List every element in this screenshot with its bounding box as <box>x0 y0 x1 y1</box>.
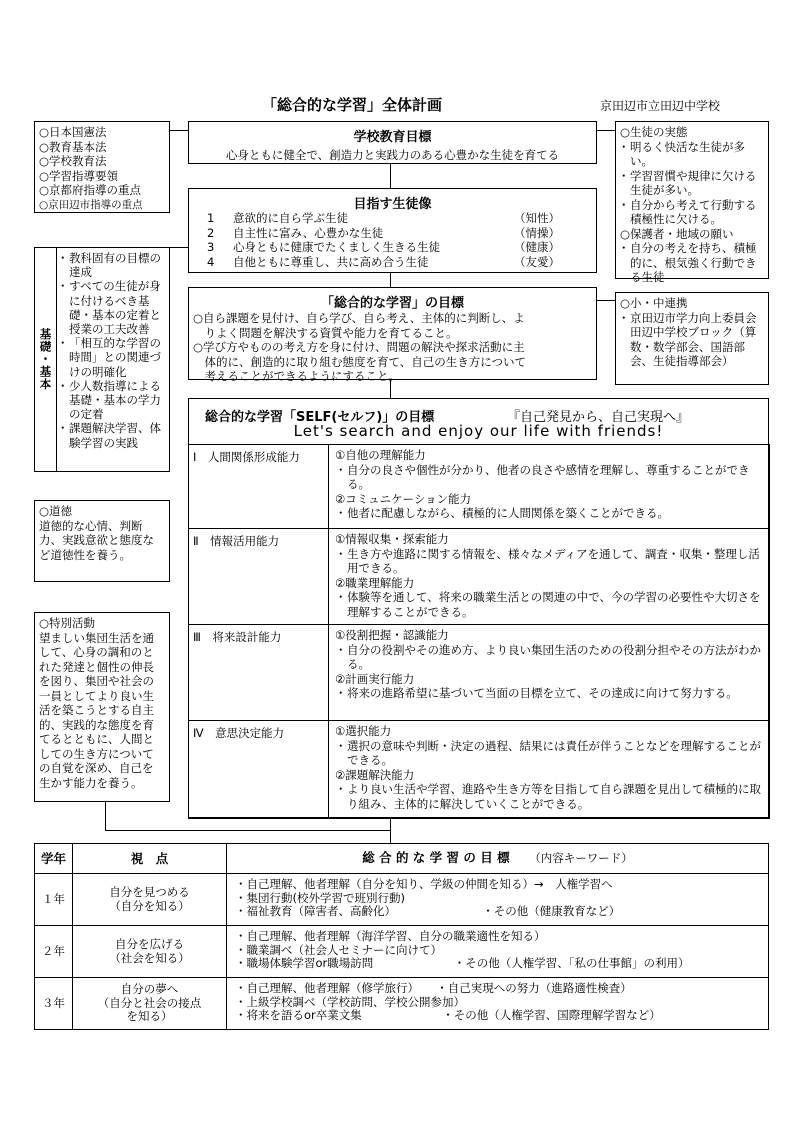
student-image-tag: （健康） <box>514 240 560 254</box>
student-state-box <box>615 121 769 284</box>
goal-line: ・将来を語るor卒業文集 ・その他（人権学習、国際理解学習など） <box>235 1008 661 1022</box>
goal-header <box>227 844 769 874</box>
goal-line: ・自己理解、他者理解（海洋学習、自分の職業適性を知る） <box>235 929 546 943</box>
ability-heading: ②課題解決能力 <box>335 767 415 782</box>
student-image-title: 目指す生徒像 <box>353 197 432 212</box>
viewpoint-line: を知る） <box>126 1009 173 1024</box>
viewpoint-header: 視 点 <box>73 844 227 874</box>
ability-desc: ・ より良い生活や学習、進路や生き方等を目指して自ら課題を見出して積極的に取り組み、主体的に解決していくことができる。 <box>337 782 763 811</box>
student-state-item: ・ 学習習慣や規律に欠ける生徒が多い。 <box>620 169 764 198</box>
parents-wish-item: ・ 自分の考えを持ち、積極的に、根気強く行動できる生徒 <box>620 241 764 285</box>
sogo-goal-line: ○学び方やものの考え方を身に付け、問題の解決や探求活動に主 <box>193 340 525 354</box>
student-image-row: 3 心身ともに健康でたくましく生きる生徒 <box>207 240 440 254</box>
school-goal-text: 心身ともに健全で、創造力と実践力のある心豊かな生徒を育てる <box>225 148 560 162</box>
student-image-tag: （知性） <box>514 211 560 225</box>
sogo-goal-line: 考えることができるようにすること。 <box>193 369 400 383</box>
ability-heading: ②職業理解能力 <box>335 575 415 590</box>
student-image-tag: （情操） <box>514 225 560 240</box>
ability-heading: ①自他の理解能力 <box>335 448 426 462</box>
ability-desc: ・ 自分の役割やその進め方、より良い集団生活のための役割分担やその方法がわかる。 <box>337 643 763 672</box>
grade-table <box>34 843 769 1030</box>
parents-wish-list <box>620 241 764 285</box>
goal-header-title: 総 合 的 な 学 習 の 目 標 <box>362 850 510 866</box>
school-name: 京田辺市立田辺中学校 <box>600 99 721 113</box>
connector-line <box>105 830 390 831</box>
ability-desc: ・ 生き方や進路に関する情報を、様々なメディアを通して、調査・収集・整理し活用できる。 <box>337 547 763 576</box>
dotoku-text: 道徳的な心情、判断力、実践意欲と態度など道徳性を養う。 <box>39 518 154 562</box>
dotoku-box <box>34 500 170 582</box>
goal-line: ・福祉教育（障害者、高齢化） ・その他（健康教育など） <box>235 904 621 918</box>
student-image-row: 1 意欲的に自ら学ぶ生徒 <box>207 211 348 225</box>
ability-heading: ①役割把握・認識能力 <box>335 628 449 642</box>
viewpoint-line: （自分と社会の接点 <box>97 995 202 1010</box>
self-goal-box <box>188 398 769 818</box>
viewpoint-line: （自分を知る） <box>109 898 190 913</box>
grade-row <box>35 926 769 978</box>
ability-content <box>329 625 770 721</box>
kiso-box <box>34 247 170 472</box>
ability-row <box>189 529 770 625</box>
goal-cell <box>227 926 769 978</box>
goal-line: ・職業調べ（社会人セミナーに向けて） <box>235 942 442 957</box>
student-image-tag: （友愛） <box>514 254 560 269</box>
renkei-box <box>615 292 769 385</box>
law-item: ○京田辺市指導の重点 <box>39 198 143 211</box>
self-goal-subtitle: 『自己発見から、自己実現へ』 <box>507 410 690 425</box>
ability-content <box>329 529 770 625</box>
ability-row <box>189 445 770 529</box>
kiso-item: ・ 少人数指導による基礎・基本の学力の定着 <box>59 379 167 422</box>
ability-name: Ⅱ 情報活用能力 <box>189 529 329 625</box>
renkei-list <box>620 311 764 369</box>
law-item: ○京都府指導の重点 <box>39 183 142 197</box>
grade-cell: ２年 <box>35 926 73 978</box>
connector-line <box>105 802 106 830</box>
self-goal-motto: Let's search and enjoy our life with friends! <box>293 422 664 440</box>
grade-header-row <box>35 844 769 874</box>
student-state-item: ・ 明るく快活な生徒が多い。 <box>620 140 764 169</box>
sogo-goal-line: りよく問題を解決する資質や能力を育てること。 <box>193 325 458 340</box>
ability-content <box>329 445 770 529</box>
law-item: ○教育基本法 <box>39 139 107 154</box>
connector-line <box>390 273 391 287</box>
kiso-item: ・ 課題解決学習、体験学習の実践 <box>59 421 167 449</box>
ability-desc: ・ 将来の進路希望に基づいて当面の目標を立て、その達成に向けて努力する。 <box>337 686 763 701</box>
ability-content <box>329 721 770 819</box>
connector-line <box>597 130 615 131</box>
tokkatsu-box <box>34 612 170 802</box>
kiso-item: ・ すべての生徒が身に付けるべき基礎・基本の定着と授業の工夫改善 <box>59 279 167 336</box>
school-goal-box <box>188 121 597 164</box>
grade-row <box>35 874 769 926</box>
kiso-label: 基礎・基本 <box>35 248 57 471</box>
goal-cell <box>227 978 769 1030</box>
sogo-goal-line: 体的に、創造的に取り組む態度を育て、自己の生き方について <box>193 354 527 369</box>
self-goal-title: 総合的な学習「SELF(セルフ)」の目標 <box>205 410 435 425</box>
ability-desc: ・ 自分の良さや個性が分かり、他者の良さや感情を理解し、尊重することができる。 <box>337 463 763 492</box>
student-image-box <box>188 188 597 273</box>
law-item: ○学校教育法 <box>39 154 107 168</box>
sogo-goal-box <box>188 287 597 383</box>
laws-box <box>34 121 170 213</box>
sogo-goal-text <box>189 311 596 384</box>
viewpoint-line: （社会を知る） <box>109 950 190 965</box>
student-state-title: ○生徒の実態 <box>620 125 688 139</box>
connector-line <box>170 130 190 131</box>
kiso-item: ・ 「相互的な学習の時間」との関連づけの明確化 <box>59 336 167 379</box>
student-image-tags <box>514 211 560 269</box>
goal-line: ・職場体験学習or職場訪問 ・その他（人権学習、「私の仕事館」の利用） <box>235 956 690 970</box>
tokkatsu-title: ○特別活動 <box>39 616 96 630</box>
ability-desc: ・ 体験等を通して、将来の職業生活との関連の中で、今の学習の必要性や大切さを理解することができる。 <box>337 590 763 619</box>
ability-heading: ①情報収集・探索能力 <box>335 532 449 546</box>
goal-header-keyword: （内容キーワード） <box>529 851 633 866</box>
kiso-item: ・ 教科固有の目標の達成 <box>59 251 167 279</box>
student-image-row: 4 自他ともに尊重し、共に高め合う生徒 <box>207 254 429 269</box>
viewpoint-cell <box>73 874 227 926</box>
dotoku-title: ○道徳 <box>39 504 73 518</box>
ability-heading: ②計画実行能力 <box>335 671 415 686</box>
grade-cell: ３年 <box>35 978 73 1030</box>
goal-line: ・自己理解、他者理解（自分を知り、学級の仲間を知る）→ 人権学習へ <box>235 877 613 891</box>
sogo-goal-line: ○自ら課題を見付け、自ら学び、自ら考え、主体的に判断し、よ <box>193 311 525 325</box>
parents-wish-title: ○保護者・地域の願い <box>620 226 734 241</box>
student-state-item: ・ 自分から考えて行動する積極性に欠ける。 <box>620 198 764 227</box>
goal-cell <box>227 874 769 926</box>
viewpoint-line: 自分の夢へ <box>120 982 179 997</box>
grade-row <box>35 978 769 1030</box>
ability-name: Ⅳ 意思決定能力 <box>189 721 329 819</box>
student-image-row: 2 自主性に富み、心豊かな生徒 <box>207 225 384 240</box>
connector-line <box>170 247 188 248</box>
viewpoint-line: 自分を見つめる <box>109 885 190 899</box>
renkei-title: ○小・中連携 <box>620 296 688 310</box>
sogo-goal-title: 「総合的な学習」の目標 <box>320 296 464 311</box>
grade-header: 学年 <box>35 844 73 874</box>
tokkatsu-text: 望ましい集団生活を通して、心身の調和のとれた発達と個性の伸長を図り、集団や社会の一員としてより良い生活を築こうとする自主的、実践的な態度を育てるとともに、人間としての生き方についての自覚を深め、自己を生かす能力を養う。 <box>39 630 154 790</box>
connector-line <box>390 818 391 843</box>
kiso-list <box>59 251 167 450</box>
ability-desc: ・ 選択の意味や判断・決定の過程、結果には責任が伴うことなどを理解することができる。 <box>337 739 763 768</box>
connector-line <box>597 300 615 301</box>
page-title: 「総合的な学習」全体計画 <box>262 96 443 114</box>
ability-name: Ⅲ 将来設計能力 <box>189 625 329 721</box>
ability-row <box>189 721 770 819</box>
ability-row <box>189 625 770 721</box>
viewpoint-line: 自分を広げる <box>115 937 184 951</box>
school-goal-title: 学校教育目標 <box>353 130 432 145</box>
student-image-list <box>207 211 440 269</box>
ability-heading: ②コミュニケーション能力 <box>335 491 472 506</box>
student-state-list <box>620 140 764 227</box>
law-item: ○学習指導要領 <box>39 168 119 183</box>
goal-line: ・集団行動(校外学習で班別行動) <box>235 890 405 905</box>
viewpoint-cell <box>73 978 227 1030</box>
viewpoint-cell <box>73 926 227 978</box>
ability-name: Ⅰ 人間関係形成能力 <box>189 445 329 529</box>
renkei-item: ・ 京田辺市学力向上委員会田辺中学校ブロック（算数・数学部会、国語部会、生徒指導部会） <box>620 311 764 369</box>
ability-heading: ①選択能力 <box>335 724 392 738</box>
abilities-table <box>188 444 770 819</box>
grade-cell: １年 <box>35 874 73 926</box>
goal-line: ・上級学校調べ（学校訪問、学校公開参加） <box>235 994 465 1009</box>
connector-line <box>390 164 391 188</box>
ability-desc: ・ 他者に配慮しながら、積極的に人間関係を築くことができる。 <box>337 506 763 521</box>
goal-line: ・自己理解、他者理解（修学旅行） ・自己実現への努力（進路適性検査） <box>235 981 632 995</box>
law-item: ○日本国憲法 <box>39 125 107 139</box>
